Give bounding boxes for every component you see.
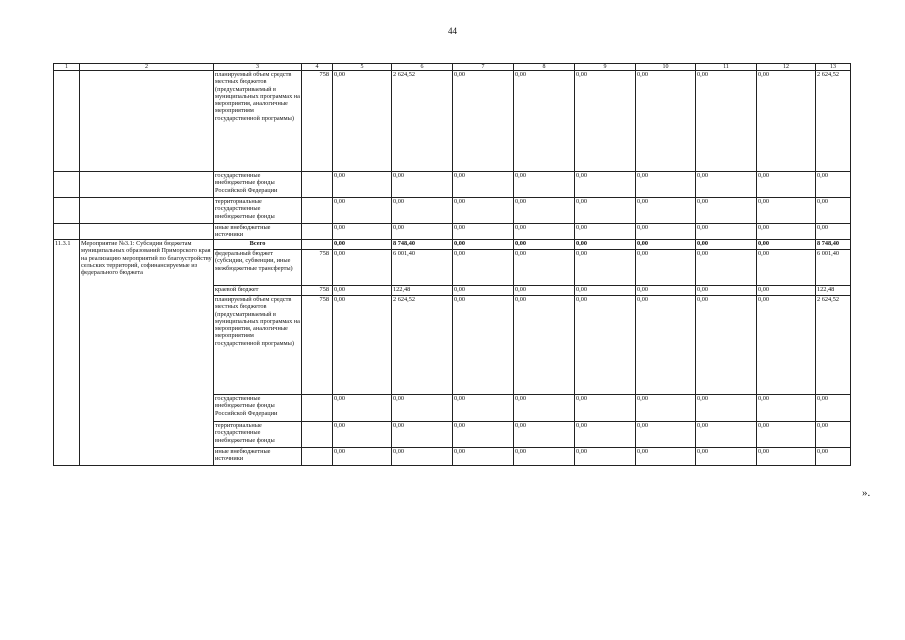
funding-source-cell: Всего	[214, 240, 302, 250]
closing-mark: ».	[862, 487, 871, 499]
value-cell: 0,00	[333, 448, 392, 466]
value-cell: 6 001,40	[816, 250, 851, 286]
value-cell: 8 748,40	[816, 240, 851, 250]
value-cell: 2 624,52	[816, 296, 851, 395]
value-cell: 0,00	[575, 395, 636, 422]
funding-source-cell: иные внебюджетные источники	[214, 448, 302, 466]
value-cell: 0,00	[453, 296, 514, 395]
value-cell: 0,00	[636, 172, 696, 198]
value-cell: 0,00	[575, 172, 636, 198]
value-cell: 0,00	[392, 422, 453, 448]
value-cell: 2 624,52	[392, 296, 453, 395]
value-cell: 0,00	[514, 286, 575, 296]
code-cell	[302, 422, 333, 448]
value-cell: 0,00	[757, 172, 816, 198]
page-number: 44	[448, 26, 457, 36]
column-number: 1	[54, 64, 80, 71]
value-cell: 0,00	[333, 224, 392, 240]
column-number: 7	[453, 64, 514, 71]
value-cell: 2 624,52	[816, 71, 851, 172]
value-cell: 0,00	[453, 71, 514, 172]
value-cell: 0,00	[514, 395, 575, 422]
code-cell: 758	[302, 286, 333, 296]
value-cell: 0,00	[575, 198, 636, 224]
value-cell: 0,00	[757, 224, 816, 240]
value-cell: 0,00	[696, 422, 757, 448]
value-cell: 0,00	[816, 224, 851, 240]
value-cell: 0,00	[636, 395, 696, 422]
value-cell: 0,00	[392, 172, 453, 198]
value-cell: 0,00	[392, 448, 453, 466]
value-cell: 0,00	[636, 296, 696, 395]
value-cell: 0,00	[453, 198, 514, 224]
value-cell: 0,00	[757, 395, 816, 422]
funding-source-cell: планируемый объем средств местных бюджетов (предусматриваемый в муниципальных программах на мероприятия, аналогичные мероприятиям государственной программы)	[214, 71, 302, 172]
value-cell: 0,00	[514, 296, 575, 395]
value-cell: 0,00	[816, 172, 851, 198]
row-name-cell	[80, 198, 214, 224]
column-number: 13	[816, 64, 851, 71]
value-cell: 0,00	[514, 198, 575, 224]
code-cell	[302, 198, 333, 224]
value-cell: 0,00	[636, 250, 696, 286]
value-cell: 0,00	[696, 240, 757, 250]
value-cell: 0,00	[453, 422, 514, 448]
value-cell: 0,00	[333, 296, 392, 395]
value-cell: 0,00	[816, 395, 851, 422]
value-cell: 0,00	[696, 286, 757, 296]
column-number: 2	[80, 64, 214, 71]
value-cell: 0,00	[453, 448, 514, 466]
value-cell: 0,00	[514, 422, 575, 448]
funding-source-cell: территориальные государственные внебюджетные фонды	[214, 422, 302, 448]
row-code-cell	[54, 224, 80, 240]
value-cell: 0,00	[514, 172, 575, 198]
value-cell: 0,00	[575, 448, 636, 466]
value-cell: 0,00	[636, 240, 696, 250]
value-cell: 0,00	[757, 422, 816, 448]
row-name-cell	[80, 224, 214, 240]
funding-source-cell: государственные внебюджетные фонды Российской Федерации	[214, 395, 302, 422]
column-number: 3	[214, 64, 302, 71]
value-cell: 0,00	[636, 448, 696, 466]
table-row	[54, 198, 851, 224]
value-cell: 0,00	[453, 240, 514, 250]
value-cell: 0,00	[453, 172, 514, 198]
row-name-cell	[80, 172, 214, 198]
funding-source-cell: государственные внебюджетные фонды Российской Федерации	[214, 172, 302, 198]
value-cell: 0,00	[636, 422, 696, 448]
column-number: 8	[514, 64, 575, 71]
value-cell: 122,48	[392, 286, 453, 296]
value-cell: 0,00	[392, 224, 453, 240]
value-cell: 0,00	[575, 422, 636, 448]
funding-source-cell: планируемый объем средств местных бюджетов (предусматриваемый в муниципальных программах на мероприятия, аналогичные мероприятиям государственной программы)	[214, 296, 302, 395]
value-cell: 0,00	[392, 198, 453, 224]
table-row	[54, 71, 851, 172]
value-cell: 8 748,40	[392, 240, 453, 250]
value-cell: 0,00	[453, 286, 514, 296]
value-cell: 0,00	[696, 71, 757, 172]
value-cell: 0,00	[575, 286, 636, 296]
value-cell: 0,00	[575, 296, 636, 395]
table-body	[54, 64, 851, 466]
value-cell: 0,00	[636, 198, 696, 224]
value-cell: 0,00	[696, 198, 757, 224]
table-row	[54, 172, 851, 198]
column-number: 5	[333, 64, 392, 71]
value-cell: 0,00	[696, 224, 757, 240]
value-cell: 0,00	[757, 448, 816, 466]
value-cell: 0,00	[816, 198, 851, 224]
value-cell: 0,00	[636, 224, 696, 240]
value-cell: 0,00	[696, 448, 757, 466]
value-cell: 0,00	[757, 296, 816, 395]
value-cell: 0,00	[514, 250, 575, 286]
value-cell: 0,00	[575, 240, 636, 250]
value-cell: 0,00	[333, 198, 392, 224]
code-cell: 758	[302, 71, 333, 172]
value-cell: 0,00	[757, 250, 816, 286]
column-number: 9	[575, 64, 636, 71]
value-cell: 0,00	[453, 395, 514, 422]
code-cell	[302, 448, 333, 466]
value-cell: 0,00	[816, 422, 851, 448]
column-number: 12	[757, 64, 816, 71]
value-cell: 0,00	[575, 250, 636, 286]
value-cell: 0,00	[636, 286, 696, 296]
value-cell: 0,00	[575, 224, 636, 240]
value-cell: 0,00	[333, 286, 392, 296]
value-cell: 6 001,40	[392, 250, 453, 286]
column-number: 4	[302, 64, 333, 71]
value-cell: 0,00	[696, 172, 757, 198]
column-number: 11	[696, 64, 757, 71]
value-cell: 0,00	[696, 296, 757, 395]
value-cell: 0,00	[333, 422, 392, 448]
row-code-cell	[54, 198, 80, 224]
column-number: 6	[392, 64, 453, 71]
code-cell	[302, 395, 333, 422]
value-cell: 0,00	[514, 224, 575, 240]
row-code-cell	[54, 172, 80, 198]
value-cell: 0,00	[757, 286, 816, 296]
row-code-cell	[54, 71, 80, 172]
table-row	[54, 240, 851, 250]
value-cell: 0,00	[453, 224, 514, 240]
row-name-cell	[80, 71, 214, 172]
column-number-header	[54, 64, 851, 71]
value-cell: 0,00	[333, 71, 392, 172]
value-cell: 122,48	[816, 286, 851, 296]
code-cell	[302, 240, 333, 250]
value-cell: 0,00	[333, 240, 392, 250]
value-cell: 0,00	[514, 71, 575, 172]
value-cell: 0,00	[514, 448, 575, 466]
value-cell: 0,00	[816, 448, 851, 466]
value-cell: 0,00	[757, 71, 816, 172]
value-cell: 0,00	[636, 71, 696, 172]
funding-source-cell: иные внебюджетные источники	[214, 224, 302, 240]
value-cell: 2 624,52	[392, 71, 453, 172]
row-name-cell: Мероприятие №3.1: Субсидии бюджетам муниципальных образований Приморского края на реализацию мероприятий по благоустройству сельских территорий, софинансируемые из федерального бюджета	[80, 240, 214, 466]
value-cell: 0,00	[514, 240, 575, 250]
table-row	[54, 224, 851, 240]
value-cell: 0,00	[757, 240, 816, 250]
row-code-cell: 11.3.1	[54, 240, 80, 466]
value-cell: 0,00	[333, 250, 392, 286]
column-number: 10	[636, 64, 696, 71]
value-cell: 0,00	[333, 395, 392, 422]
value-cell: 0,00	[696, 395, 757, 422]
value-cell: 0,00	[453, 250, 514, 286]
value-cell: 0,00	[757, 198, 816, 224]
budget-table	[53, 63, 851, 466]
code-cell: 758	[302, 250, 333, 286]
value-cell: 0,00	[696, 250, 757, 286]
funding-source-cell: территориальные государственные внебюджетные фонды	[214, 198, 302, 224]
value-cell: 0,00	[333, 172, 392, 198]
value-cell: 0,00	[575, 71, 636, 172]
funding-source-cell: краевой бюджет	[214, 286, 302, 296]
code-cell	[302, 224, 333, 240]
value-cell: 0,00	[392, 395, 453, 422]
code-cell: 758	[302, 296, 333, 395]
funding-source-cell: федеральный бюджет (субсидии, субвенции, иные межбюджетные трансферты)	[214, 250, 302, 286]
code-cell	[302, 172, 333, 198]
